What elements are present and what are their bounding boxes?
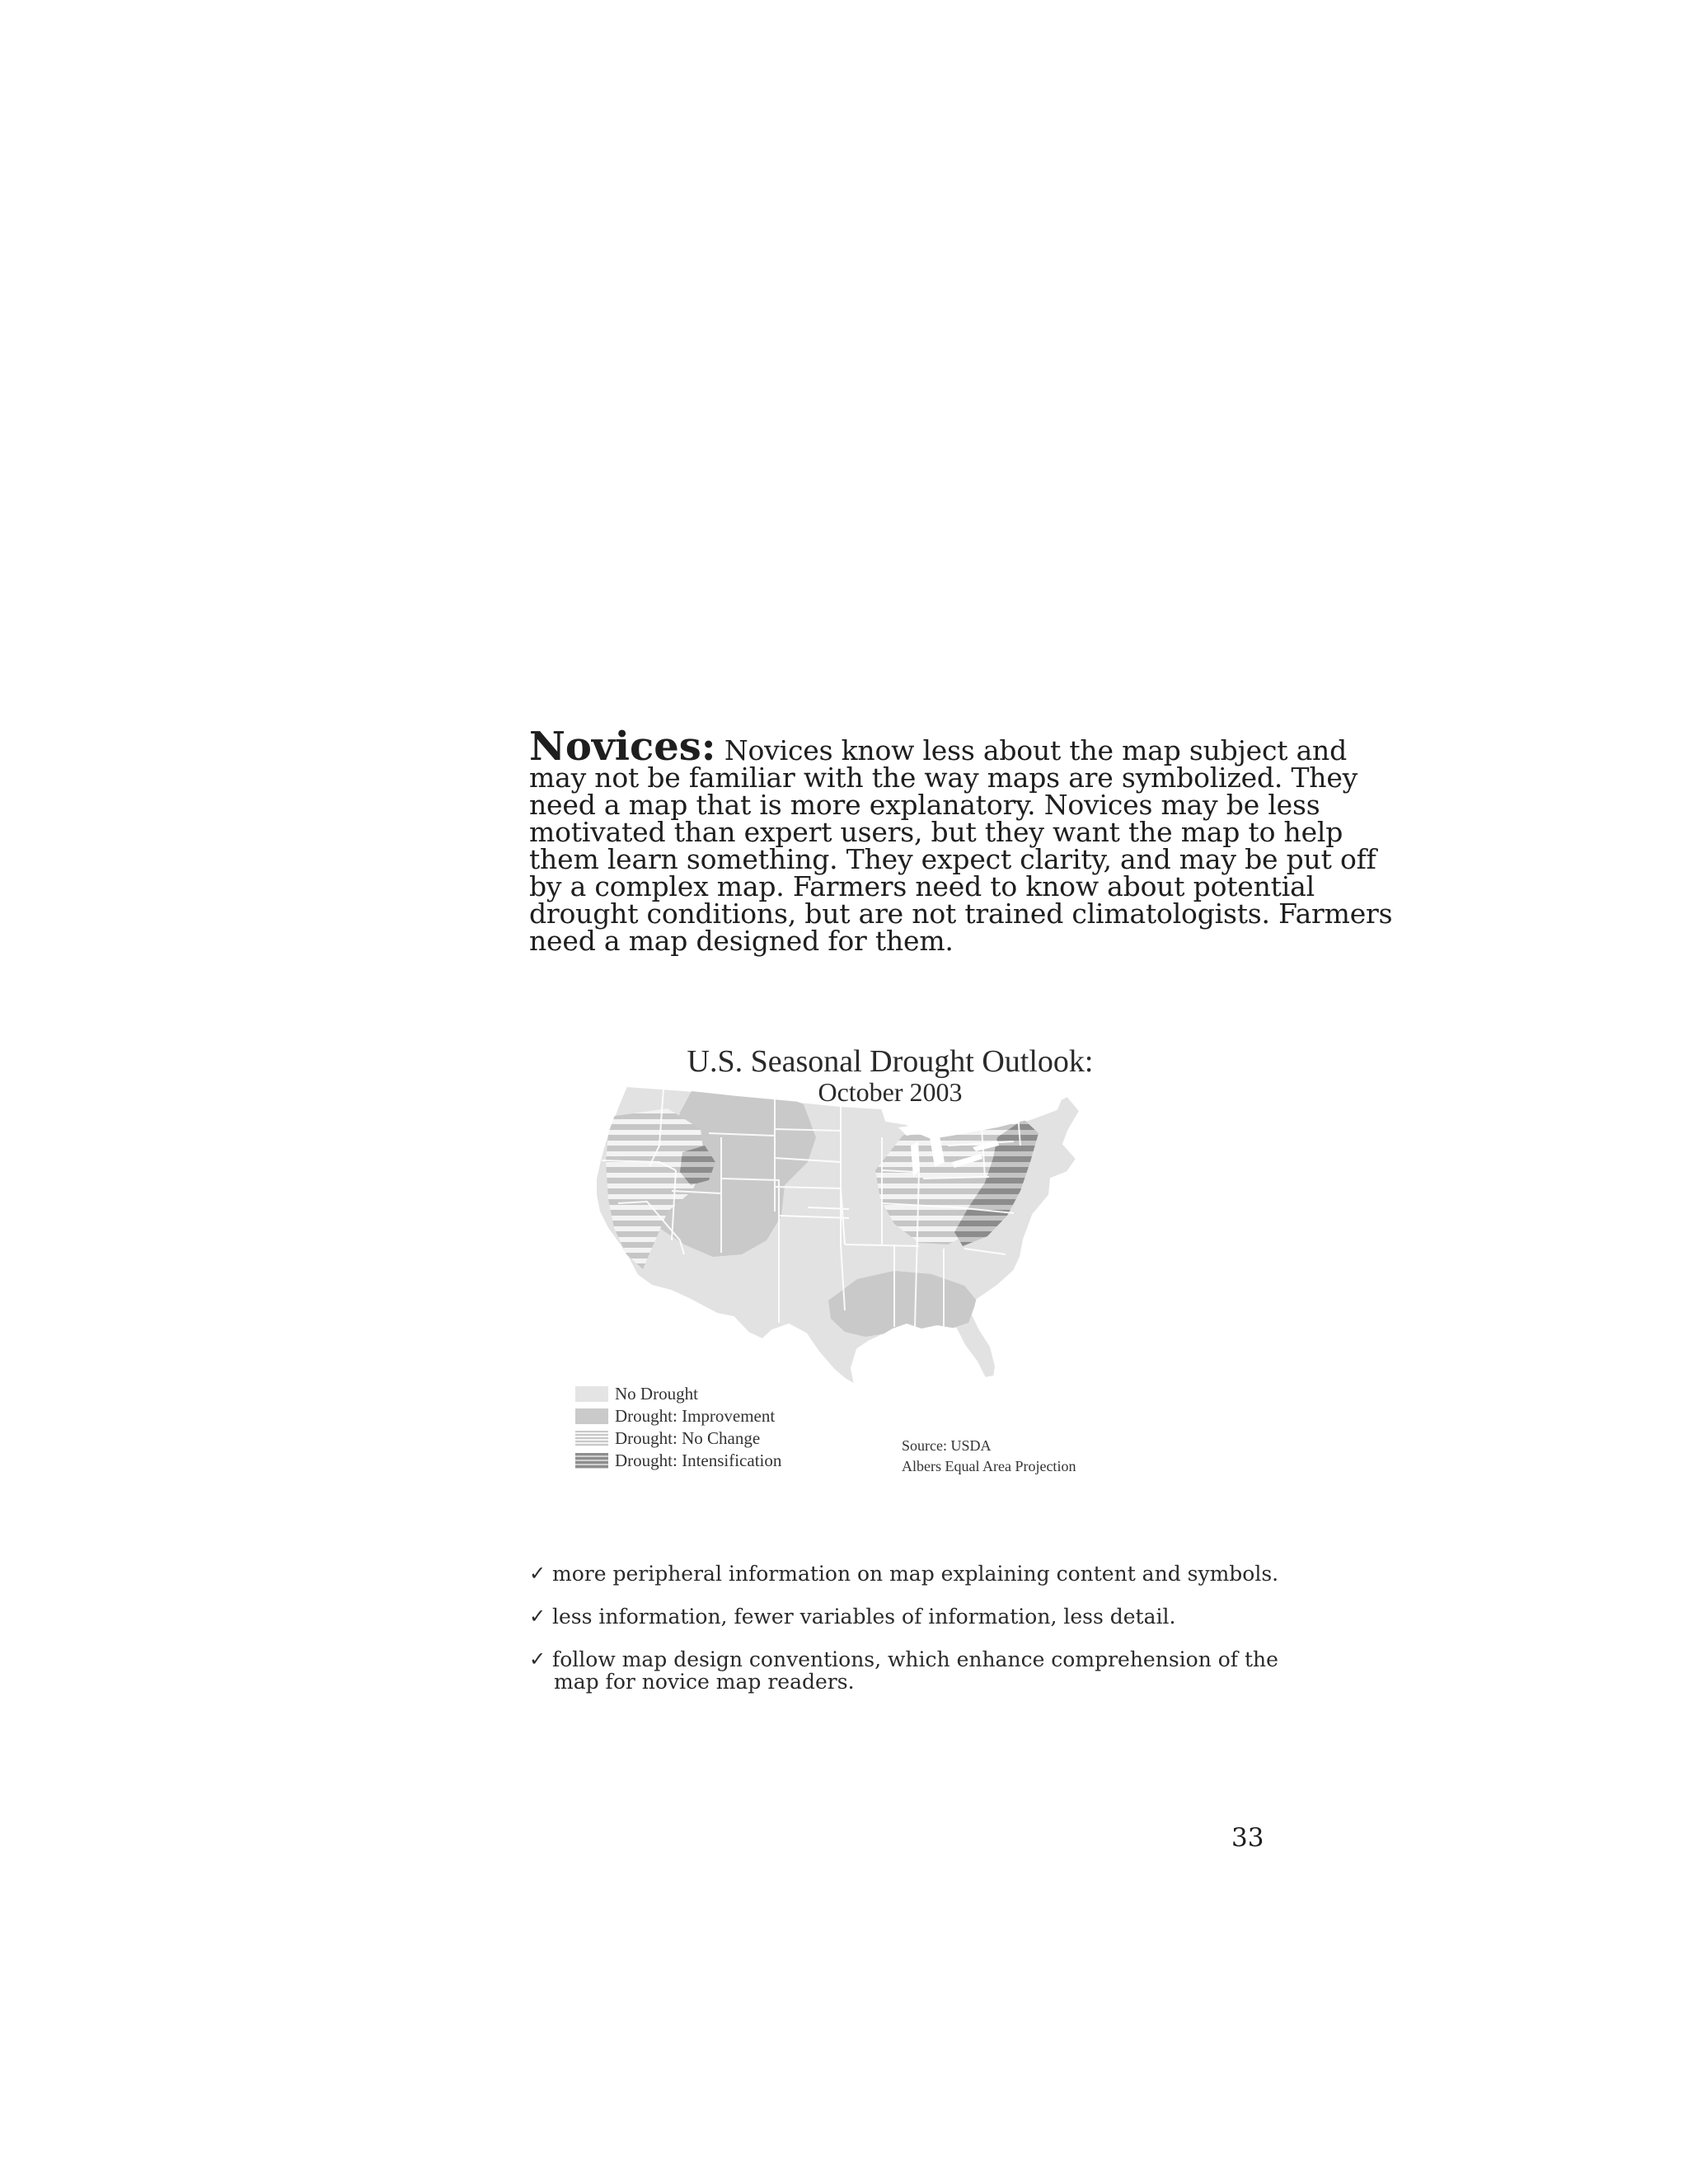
no-drought-swatch bbox=[575, 1386, 608, 1402]
list-item-text: more peripheral information on map explaining content and symbols. bbox=[552, 1562, 1279, 1586]
map-title: U.S. Seasonal Drought Outlook: bbox=[687, 1044, 1094, 1079]
intro-line: may not be familiar with the way maps are symbolized. They bbox=[529, 762, 1358, 794]
intensification-swatch bbox=[575, 1453, 608, 1469]
novices-heading: Novices: bbox=[529, 724, 716, 770]
projection-text: Albers Equal Area Projection bbox=[902, 1458, 1076, 1474]
novices-paragraph bbox=[529, 724, 1393, 957]
intro-first-line bbox=[529, 724, 1348, 770]
list-item bbox=[529, 1605, 1271, 1628]
intro-line: by a complex map. Farmers need to know about potential bbox=[529, 870, 1315, 902]
intro-line: drought conditions, but are not trained climatologists. Farmers bbox=[529, 898, 1393, 930]
legend-item bbox=[575, 1405, 781, 1427]
map-legend bbox=[575, 1383, 781, 1472]
list-item-text: follow map design conventions, which enhance comprehension of the bbox=[552, 1647, 1278, 1671]
legend-label: Drought: No Change bbox=[615, 1428, 761, 1448]
intro-line: need a map designed for them. bbox=[529, 925, 954, 957]
legend-item bbox=[575, 1427, 781, 1450]
legend-label: Drought: Intensification bbox=[615, 1451, 782, 1470]
list-item bbox=[529, 1562, 1279, 1586]
intro-line: Novices know less about the map subject and bbox=[715, 734, 1348, 766]
drought-map-figure bbox=[569, 1038, 1212, 1483]
list-item-text: map for novice map readers. bbox=[554, 1670, 855, 1694]
map-source bbox=[902, 1436, 1076, 1477]
no-change-swatch bbox=[575, 1431, 608, 1446]
legend-label: No Drought bbox=[615, 1384, 698, 1404]
list-item bbox=[529, 1647, 1278, 1694]
legend-item bbox=[575, 1383, 781, 1405]
list-item-text: less information, fewer variables of information, less detail. bbox=[552, 1605, 1176, 1629]
intro-line: them learn something. They expect clarity, and may be put off bbox=[529, 843, 1376, 875]
intro-line: motivated than expert users, but they want the map to help bbox=[529, 816, 1343, 848]
page-number: 33 bbox=[1231, 1823, 1264, 1853]
checkmark-icon: ✓ bbox=[529, 1562, 546, 1585]
map-subtitle: October 2003 bbox=[818, 1077, 963, 1107]
checkmark-icon: ✓ bbox=[529, 1647, 546, 1671]
checkmark-icon: ✓ bbox=[529, 1605, 546, 1628]
intro-line: need a map that is more explanatory. Novices may be less bbox=[529, 789, 1320, 821]
novice-map-checklist bbox=[529, 1562, 1279, 1713]
legend-item bbox=[575, 1450, 781, 1472]
legend-label: Drought: Improvement bbox=[615, 1406, 776, 1426]
improvement-swatch bbox=[575, 1408, 608, 1424]
source-text: Source: USDA bbox=[902, 1437, 992, 1454]
